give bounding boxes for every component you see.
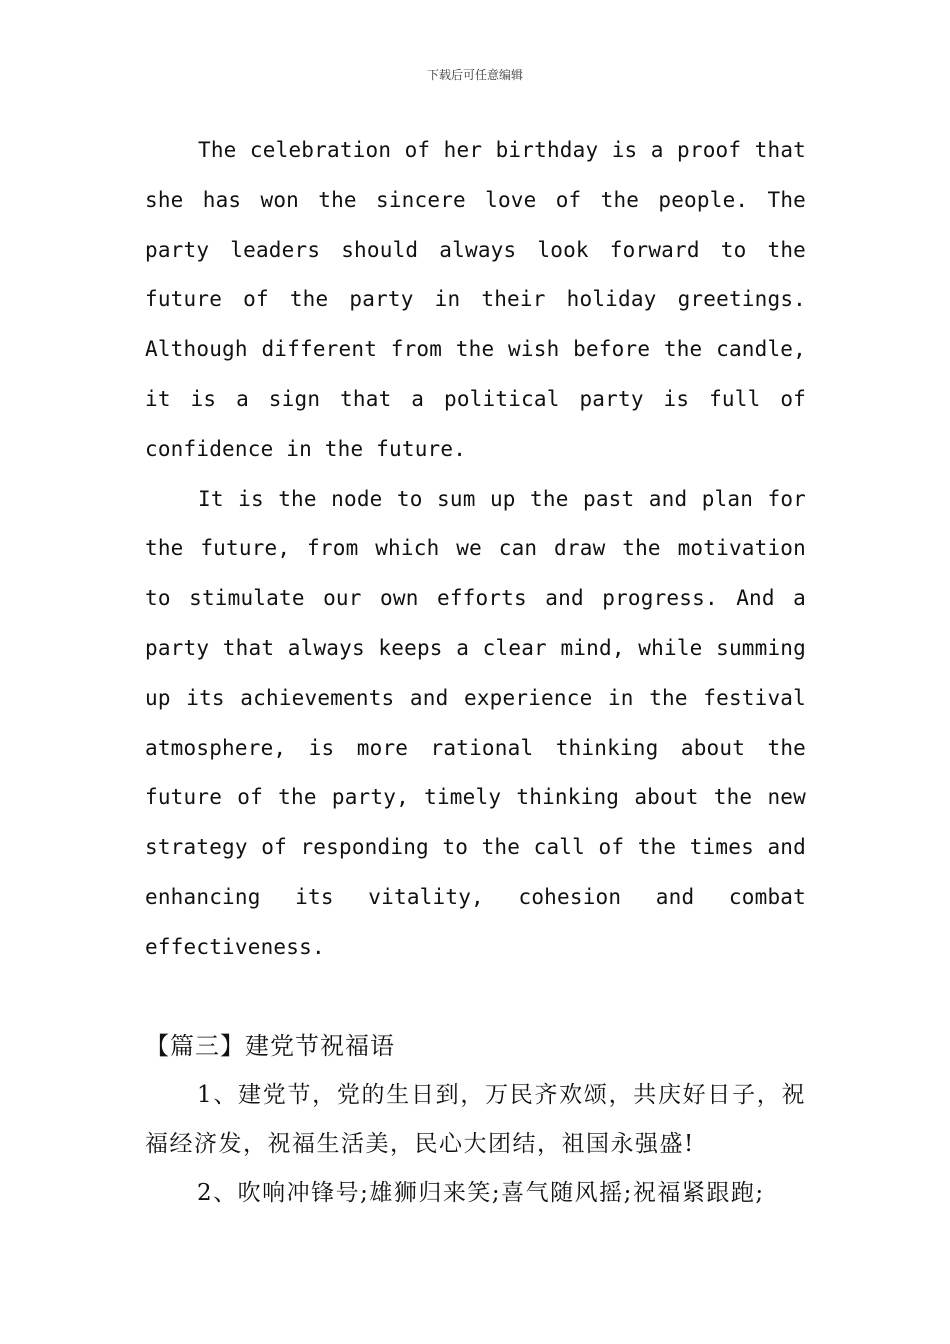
header-note: 下载后可任意编辑 (426, 68, 523, 82)
section-heading: 【篇三】建党节祝福语 (145, 1031, 395, 1060)
list-item-cn-1: 1、建党节，党的生日到，万民齐欢颂，共庆好日子，祝福经济发，祝福生活美，民心大团结，祖国永强盛! (145, 1081, 806, 1157)
paragraph-en-1: The celebration of her birthday is a proof that she has won the sincere love of the people. The party leaders should always look forward to the future of the party in their holiday greetings. Although different from the wish before the candle, it is a sign that a political party is full of confidence in the future. (145, 138, 806, 461)
list-item-cn-2: 2、吹响冲锋号;雄狮归来笑;喜气随风摇;祝福紧跟跑; (197, 1179, 765, 1206)
document-body (145, 126, 806, 1218)
paragraph-en-2: It is the node to sum up the past and plan for the future, from which we can draw the motivation to stimulate our own efforts and progress. And a party that always keeps a clear mind, while summing up its achievements and experience in the festival atmosphere, is more rational thinking about the future of the party, timely thinking about the new strategy of responding to the call of the times and enhancing its vitality, cohesion and combat effectiveness. (145, 486, 806, 959)
